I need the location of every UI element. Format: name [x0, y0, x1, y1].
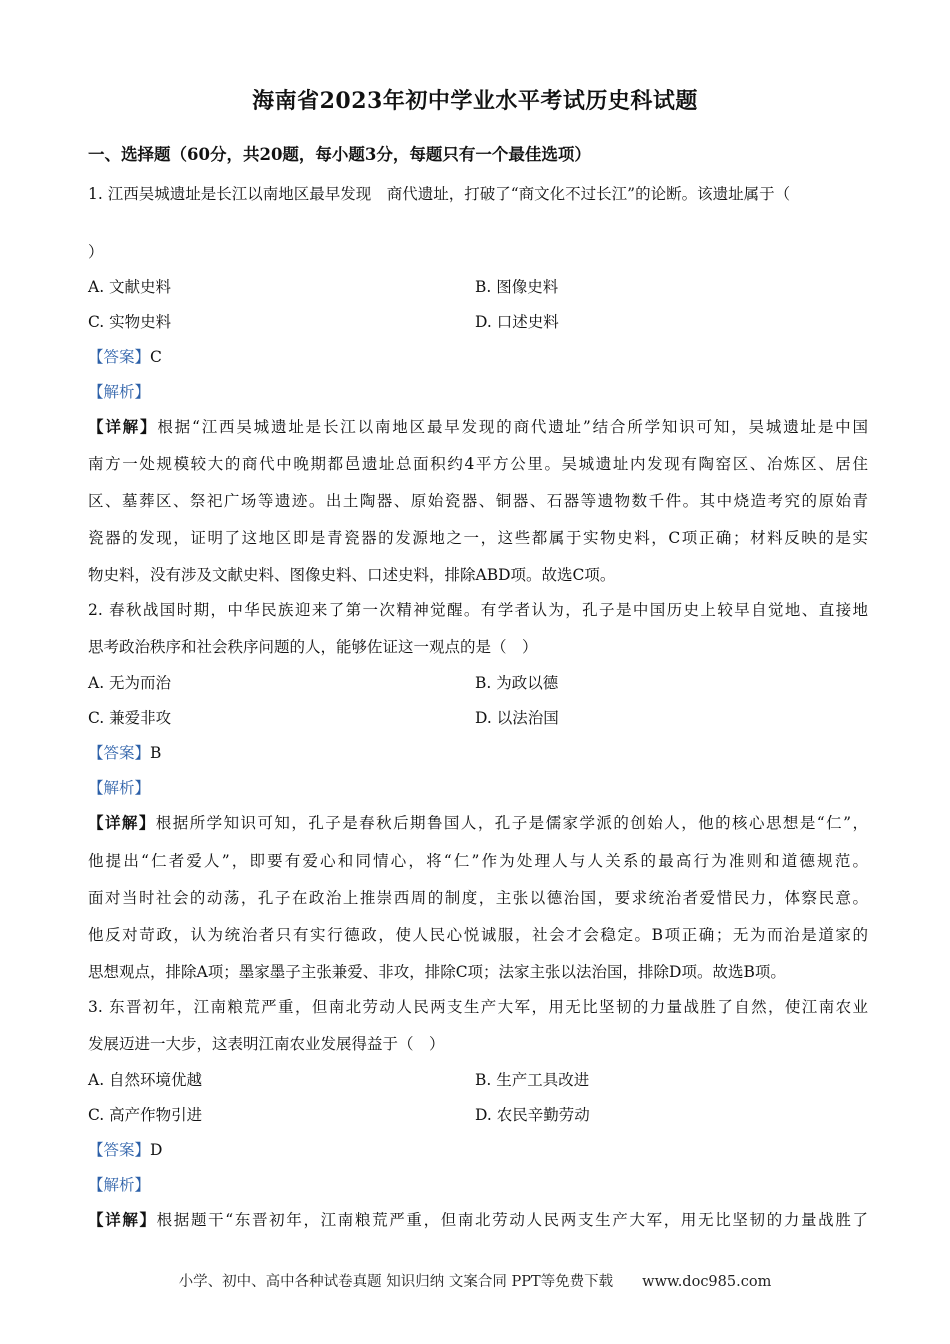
q1-option-a: A. 文献史料	[88, 278, 172, 296]
q3-option-c: C. 高产作物引进	[88, 1106, 203, 1124]
answer-label: 【答案】	[88, 744, 151, 762]
q1-detail-line-3: 区、墓葬区、祭祀广场等遗迹。出土陶器、原始瓷器、铜器、石器等遗物数千件。其中烧造考究的原始青	[88, 492, 868, 510]
q3-stem-line-1: 3. 东晋初年，江南粮荒严重，但南北劳动人民两支生产大军，用无比坚韧的力量战胜了自然，使江南农业	[88, 998, 868, 1016]
q3-analysis-label: 【解析】	[88, 1176, 151, 1194]
q2-option-c: C. 兼爱非攻	[88, 709, 172, 727]
q1-answer	[88, 345, 868, 367]
page-footer: 小学、初中、高中各种试卷真题 知识归纳 文案合同 PPT等免费下载 www.doc985.com	[178, 1274, 772, 1290]
detail-label: 【详解】	[88, 813, 156, 832]
q3-detail-text-1: 根据题干“东晋初年，江南粮荒严重，但南北劳动人民两支生产大军，用无比坚韧的力量战胜了	[156, 1211, 868, 1229]
q3-option-a: A. 自然环境优越	[88, 1071, 203, 1089]
detail-label: 【详解】	[88, 1210, 157, 1229]
q1-option-c: C. 实物史料	[88, 313, 172, 331]
q2-option-a: A. 无为而治	[88, 674, 172, 692]
q1-option-d: D. 口述史料	[475, 313, 559, 331]
q3-answer	[88, 1138, 868, 1160]
q1-analysis-label: 【解析】	[88, 383, 151, 401]
q2-detail-line-1	[88, 811, 868, 833]
q3-detail-line-1	[88, 1208, 868, 1230]
q1-detail-text-1: 根据“江西吴城遗址是长江以南地区最早发现的商代遗址”结合所学知识可知，吴城遗址是中国	[157, 418, 868, 436]
q3-answer-value: D	[150, 1141, 163, 1159]
q3-stem-line-2: 发展迈进一大步，这表明江南农业发展得益于（ ）	[88, 1035, 445, 1053]
q1-detail-line-5: 物史料，没有涉及文献史料、图像史料、口述史料，排除ABD项。故选C项。	[88, 566, 616, 584]
answer-label: 【答案】	[88, 348, 151, 366]
q1-detail-line-4: 瓷器的发现，证明了这地区即是青瓷器的发源地之一，这些都属于实物史料，C项正确；材料反映的是实	[88, 529, 868, 547]
q2-detail-text-1: 根据所学知识可知，孔子是春秋后期鲁国人，孔子是儒家学派的创始人，他的核心思想是“仁”，	[155, 814, 868, 832]
q2-detail-line-3: 面对当时社会的动荡，孔子在政治上推崇西周的制度，主张以德治国，要求统治者爱惜民力，体察民意。	[88, 889, 868, 907]
q2-option-d: D. 以法治国	[475, 709, 559, 727]
section-heading: 一、选择题（60分，共20题，每小题3分，每题只有一个最佳选项）	[88, 145, 591, 164]
q2-analysis-label: 【解析】	[88, 779, 151, 797]
answer-label: 【答案】	[88, 1141, 151, 1159]
q2-stem-line-2: 思考政治秩序和社会秩序问题的人，能够佐证这一观点的是（ ）	[88, 638, 538, 656]
q1-stem-line-2: ）	[88, 243, 104, 261]
q3-option-d: D. 农民辛勤劳动	[475, 1106, 590, 1124]
q1-detail-line-1	[88, 415, 868, 437]
detail-label: 【详解】	[88, 417, 158, 436]
q2-detail-line-5: 思想观点，排除A项；墨家墨子主张兼爱、非攻，排除C项；法家主张以法治国，排除D项。故选B项。	[88, 963, 786, 981]
q1-option-b: B. 图像史料	[475, 278, 559, 296]
q2-detail-line-2: 他提出“仁者爱人”，即要有爱心和同情心，将“仁”作为处理人与人关系的最高行为准则和道德规范。	[88, 852, 868, 870]
q3-option-b: B. 生产工具改进	[475, 1071, 590, 1089]
q1-stem-line-1: 1. 江西吴城遗址是长江以南地区最早发现 商代遗址，打破了“商文化不过长江”的论断。该遗址属于（	[88, 185, 791, 203]
q2-detail-line-4: 他反对苛政，认为统治者只有实行德政，使人民心悦诚服，社会才会稳定。B项正确；无为而治是道家的	[88, 926, 868, 944]
q2-answer	[88, 741, 868, 763]
q1-detail-line-2: 南方一处规模较大的商代中晚期都邑遗址总面积约4平方公里。吴城遗址内发现有陶窑区、冶炼区、居住	[88, 455, 868, 473]
q1-answer-value: C	[150, 348, 162, 366]
q2-option-b: B. 为政以德	[475, 674, 559, 692]
page-title: 海南省2023年初中学业水平考试历史科试题	[252, 88, 698, 114]
q2-answer-value: B	[150, 744, 162, 762]
q2-stem-line-1: 2. 春秋战国时期，中华民族迎来了第一次精神觉醒。有学者认为，孔子是中国历史上较早自觉地、直接地	[88, 601, 868, 619]
